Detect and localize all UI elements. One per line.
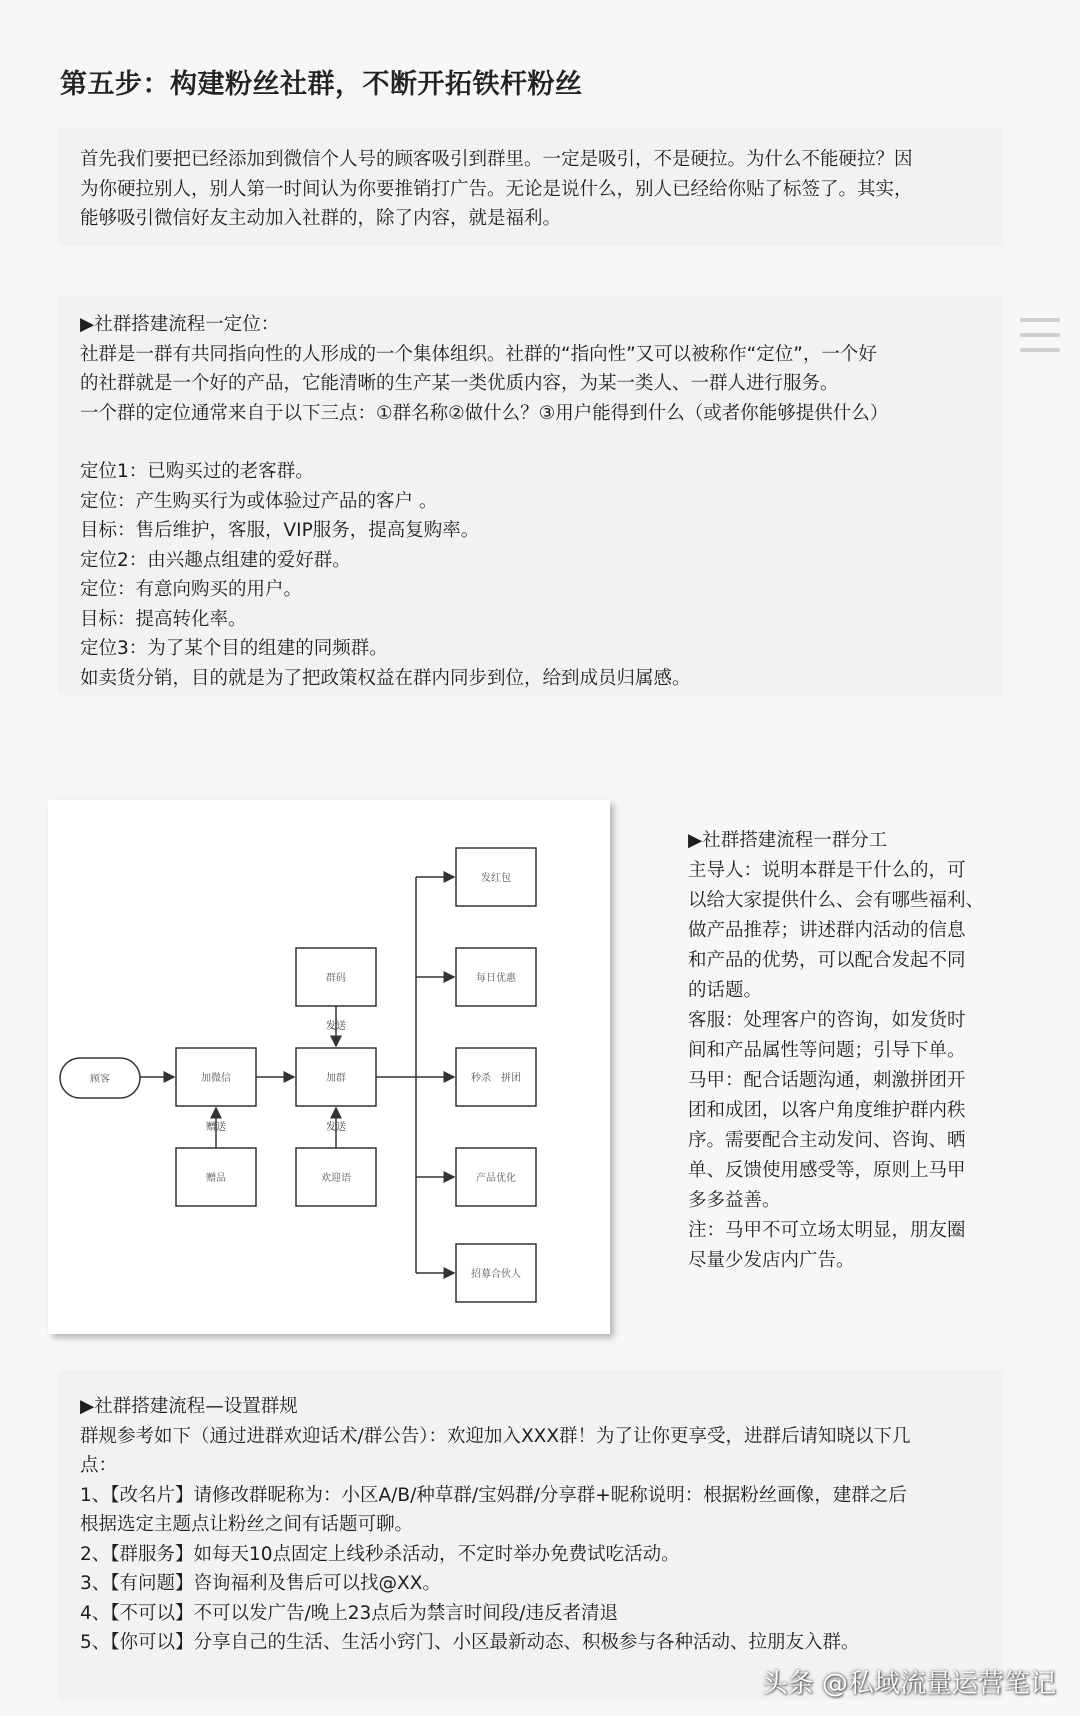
node-recruit-label: 招募合伙人 (471, 1269, 521, 1280)
rules-line: 5、【你可以】分享自己的生活、生活小窍门、小区最新动态、积极参与各种活动、拉朋友入群。 (80, 1632, 860, 1653)
positioning-item: 定位：有意向购买的用户。 (80, 579, 303, 600)
node-welcome-label: 欢迎语 (321, 1173, 351, 1184)
node-customer-label: 顾客 (90, 1074, 110, 1085)
division-line: 马甲：配合话题沟通，刺激拼团开 (688, 1070, 966, 1091)
positioning-line: 的社群就是一个好的产品，它能清晰的生产某一类优质内容，为某一类人、一群人进行服务。 (80, 373, 839, 394)
division-line: 客服：处理客户的咨询，如发货时 (688, 1010, 966, 1031)
intro-line: 能够吸引微信好友主动加入社群的，除了内容，就是福利。 (80, 208, 562, 229)
division-line: 的话题。 (688, 980, 763, 1001)
division-line: 注：马甲不可立场太明显，朋友圈 (688, 1220, 966, 1241)
positioning-item: 定位：产生购买行为或体验过产品的客户 。 (80, 490, 438, 512)
intro-paragraph (80, 145, 913, 234)
rules-line: 点： (80, 1455, 118, 1476)
menu-icon[interactable] (1020, 318, 1060, 352)
node-red-packet-label: 发红包 (481, 873, 511, 884)
division-line: 以给大家提供什么、会有哪些福利、 (688, 890, 985, 911)
positioning-item: 定位2：由兴趣点组建的爱好群。 (80, 549, 351, 571)
positioning-section (80, 310, 888, 693)
intro-line: 首先我们要把已经添加到微信个人号的顾客吸引到群里。一定是吸引，不是硬拉。为什么不能硬拉？因 (80, 149, 913, 170)
edge-welcome-label: 发送 (326, 1122, 346, 1133)
positioning-line: 一个群的定位通常来自于以下三点：①群名称②做什么？③用户能得到什么（或者你能够提供什么） (80, 402, 889, 424)
section-heading: ▶社群搭建流程—设置群规 (80, 1396, 298, 1417)
rules-line: 3、【有问题】咨询福利及售后可以找@XX。 (80, 1573, 441, 1594)
division-line: 多多益善。 (688, 1190, 781, 1211)
positioning-item: 定位1：已购买过的老客群。 (80, 461, 314, 482)
node-group-code-label: 群码 (326, 973, 346, 984)
watermark: 头条 @私域流量运营笔记 (761, 1669, 1056, 1699)
node-flash-sale-label: 秒杀 拼团 (471, 1073, 521, 1084)
node-daily-deal-label: 每日优惠 (476, 973, 516, 984)
edge-code-label: 发送 (326, 1021, 346, 1032)
division-section (688, 826, 984, 1276)
rules-line: 根据选定主题点让粉丝之间有话题可聊。 (80, 1514, 414, 1535)
positioning-item: 目标：提高转化率。 (80, 608, 247, 630)
division-line: 序。需要配合主动发问、咨询、晒 (688, 1130, 966, 1151)
division-line: 主导人：说明本群是干什么的，可 (688, 860, 966, 881)
positioning-item: 如卖货分销，目的就是为了把政策权益在群内同步到位，给到成员归属感。 (80, 667, 691, 689)
division-line: 间和产品属性等问题；引导下单。 (688, 1040, 966, 1061)
spacer (80, 428, 888, 457)
node-gift-label: 赠品 (206, 1173, 226, 1184)
division-line: 团和成团，以客户角度维护群内秩 (688, 1100, 966, 1121)
section-heading: ▶社群搭建流程一群分工 (688, 830, 888, 851)
rules-line: 1、【改名片】请修改群昵称为：小区A/B/种草群/宝妈群/分享群+昵称说明：根据粉丝画像，建群之后 (80, 1484, 907, 1506)
intro-line: 为你硬拉别人，别人第一时间认为你要推销打广告。无论是说什么，别人已经给你贴了标签了。其实， (80, 178, 913, 200)
edge-gift-label: 赠送 (206, 1122, 226, 1133)
positioning-item: 定位3：为了某个目的组建的同频群。 (80, 638, 388, 659)
flow-diagram (48, 800, 610, 1334)
division-line: 单、反馈使用感受等，原则上马甲 (688, 1160, 966, 1181)
section-heading: ▶社群搭建流程一定位： (80, 314, 280, 335)
rules-line: 2、【群服务】如每天10点固定上线秒杀活动，不定时举办免费试吃活动。 (80, 1543, 680, 1565)
page-title: 第五步：构建粉丝社群，不断开拓铁杆粉丝 (60, 69, 583, 100)
division-line: 做产品推荐；讲述群内活动的信息 (688, 920, 966, 941)
rules-line: 4、【不可以】不可以发广告/晚上23点后为禁言时间段/违反者清退 (80, 1602, 619, 1624)
node-join-group-label: 加群 (326, 1073, 346, 1084)
flow-diagram-svg (48, 800, 610, 1334)
division-line: 尽量少发店内广告。 (688, 1250, 855, 1271)
division-line: 和产品的优势，可以配合发起不同 (688, 950, 966, 971)
rules-line: 群规参考如下（通过进群欢迎话术/群公告）：欢迎加入XXX群！为了让你更享受，进群后请知晓以下几 (80, 1425, 911, 1447)
node-product-opt-label: 产品优化 (476, 1173, 516, 1184)
positioning-item: 目标：售后维护，客服，VIP服务，提高复购率。 (80, 520, 480, 541)
group-rules-section (80, 1392, 911, 1658)
positioning-line: 社群是一群有共同指向性的人形成的一个集体组织。社群的“指向性”又可以被称作“定位”，一个好 (80, 343, 877, 365)
node-add-wechat-label: 加微信 (201, 1073, 231, 1084)
